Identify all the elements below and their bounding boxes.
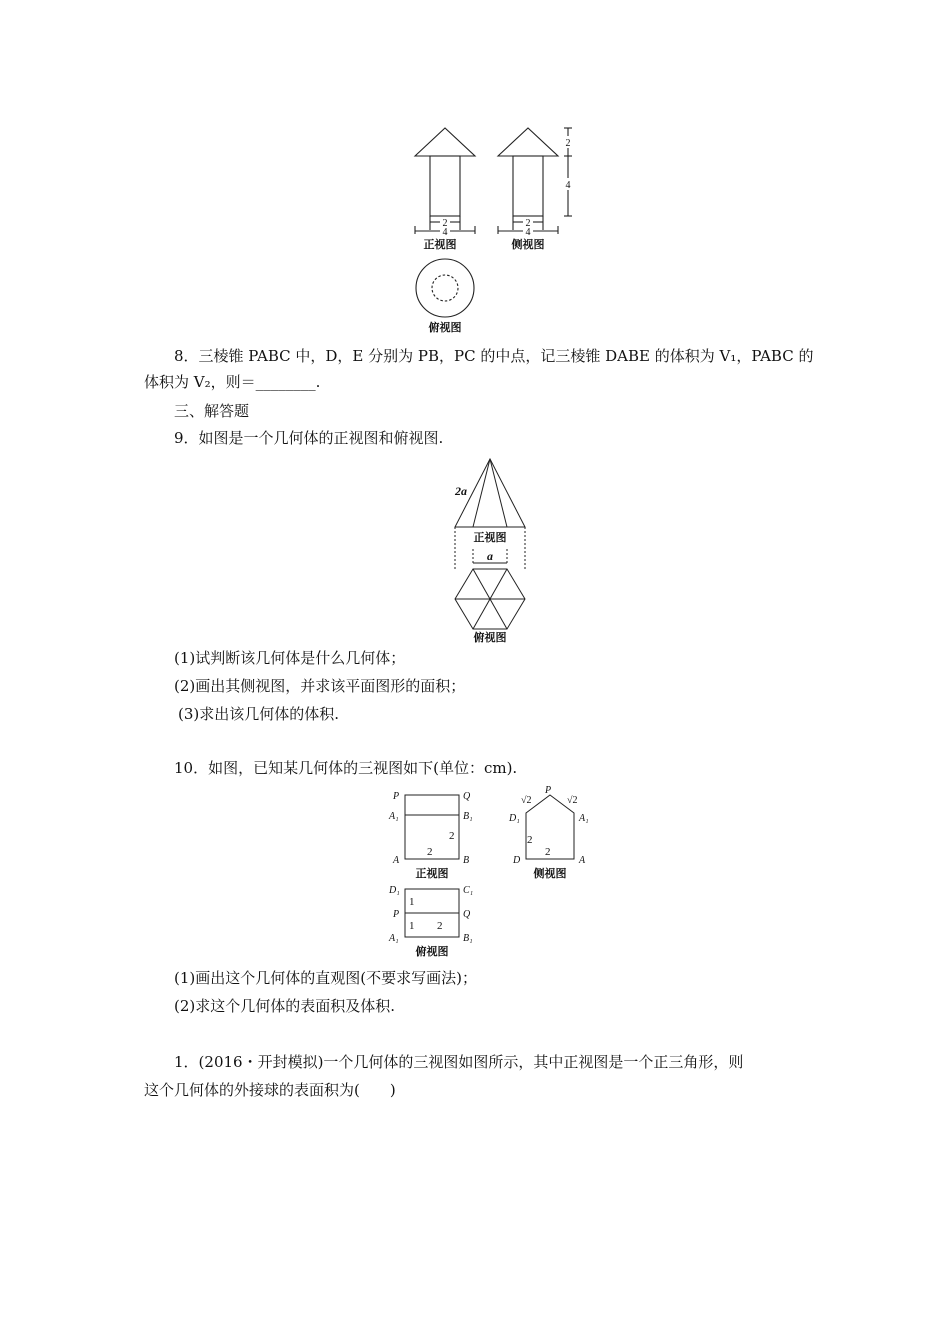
top-view-caption: 俯视图 xyxy=(428,321,462,334)
q10-front-B1: B₁ xyxy=(463,811,473,822)
front-dim-4: 4 xyxy=(442,227,448,238)
q10-top-C1: C₁ xyxy=(463,885,474,896)
side-dim-2-right: 2 xyxy=(565,138,571,149)
q9-sub1: (1)试判断该几何体是什么几何体； xyxy=(174,649,406,667)
q10-front-A1: A₁ xyxy=(389,811,399,822)
q9-label-a: a xyxy=(487,549,493,563)
q10-figure xyxy=(385,785,605,965)
q7-three-view-figure xyxy=(400,118,590,338)
front-dim-2: 2 xyxy=(442,218,448,229)
side-dim-4-right: 4 xyxy=(565,180,571,191)
q10-side-P: P xyxy=(545,785,552,796)
q10-top-A1: A₁ xyxy=(389,933,399,944)
side-dim-2-bottom: 2 xyxy=(525,218,531,229)
q10-side-sqrt2-right: √2 xyxy=(567,795,578,806)
q10-sub1: (1)画出这个几何体的直观图(不要求写画法)； xyxy=(174,969,477,987)
q9-sub3: (3)求出该几何体的体积. xyxy=(178,705,340,723)
side-view-roof xyxy=(498,128,558,156)
q10-front-P: P xyxy=(393,791,400,802)
q10-front-dim-2a: 2 xyxy=(449,830,455,842)
q10-top-D1: D₁ xyxy=(389,885,400,896)
q10-sub2: (2)求这个几何体的表面积及体积. xyxy=(174,997,396,1015)
q10-top-Q: Q xyxy=(463,909,471,920)
front-view-body xyxy=(430,156,460,216)
q10-front-A: A xyxy=(393,855,400,866)
side-view-body xyxy=(513,156,543,216)
q10-top-P: P xyxy=(393,909,400,920)
q9-figure xyxy=(445,455,545,645)
top-view-inner-circle xyxy=(432,275,458,301)
section-heading: 三、解答题 xyxy=(174,402,250,420)
q9-stem: 9．如图是一个几何体的正视图和俯视图. xyxy=(174,429,444,447)
p1-line2: 这个几何体的外接球的表面积为( ) xyxy=(144,1081,396,1099)
q10-side-caption: 侧视图 xyxy=(533,867,567,880)
side-dim-4-bottom: 4 xyxy=(525,227,531,238)
q9-sub2: (2)画出其侧视图，并求该平面图形的面积； xyxy=(174,677,466,695)
q10-front-dim-2b: 2 xyxy=(427,846,433,858)
q8-line1: 8．三棱锥 PABC 中，D，E 分别为 PB，PC 的中点，记三棱锥 DABE 的体积为 V₁，PABC 的 xyxy=(174,347,814,365)
q10-side-A1: A₁ xyxy=(579,813,589,824)
q10-top-dim-1a: 1 xyxy=(409,896,415,908)
q10-side-A: A xyxy=(579,855,586,866)
p1-line1: 1．(2016・开封模拟)一个几何体的三视图如图所示，其中正视图是一个正三角形，则 xyxy=(174,1053,744,1071)
front-view-roof xyxy=(415,128,475,156)
top-view-outer-circle xyxy=(416,259,474,317)
q10-side-dim-2b: 2 xyxy=(545,846,551,858)
q10-front-B: B xyxy=(463,855,470,866)
q10-side-dim-2a: 2 xyxy=(527,834,533,846)
q10-front-Q: Q xyxy=(463,791,471,802)
side-view-caption: 侧视图 xyxy=(511,238,545,251)
q10-side-D1: D₁ xyxy=(509,813,520,824)
q10-top-dim-1b: 1 xyxy=(409,920,415,932)
q9-top-caption: 俯视图 xyxy=(473,631,507,644)
q10-front-caption: 正视图 xyxy=(415,867,449,880)
q10-side-D: D xyxy=(513,855,521,866)
front-view-caption: 正视图 xyxy=(423,238,457,251)
q8-line2: 体积为 V₂，则＝________. xyxy=(144,373,321,391)
q10-stem: 10．如图，已知某几何体的三视图如下(单位：cm). xyxy=(174,759,518,777)
q9-front-caption: 正视图 xyxy=(473,531,507,544)
q10-side-sqrt2-left: √2 xyxy=(521,795,532,806)
q10-top-dim-2: 2 xyxy=(437,920,443,932)
q10-top-caption: 俯视图 xyxy=(415,945,449,958)
q9-label-2a: 2a xyxy=(455,484,467,498)
q10-top-B1: B₁ xyxy=(463,933,473,944)
